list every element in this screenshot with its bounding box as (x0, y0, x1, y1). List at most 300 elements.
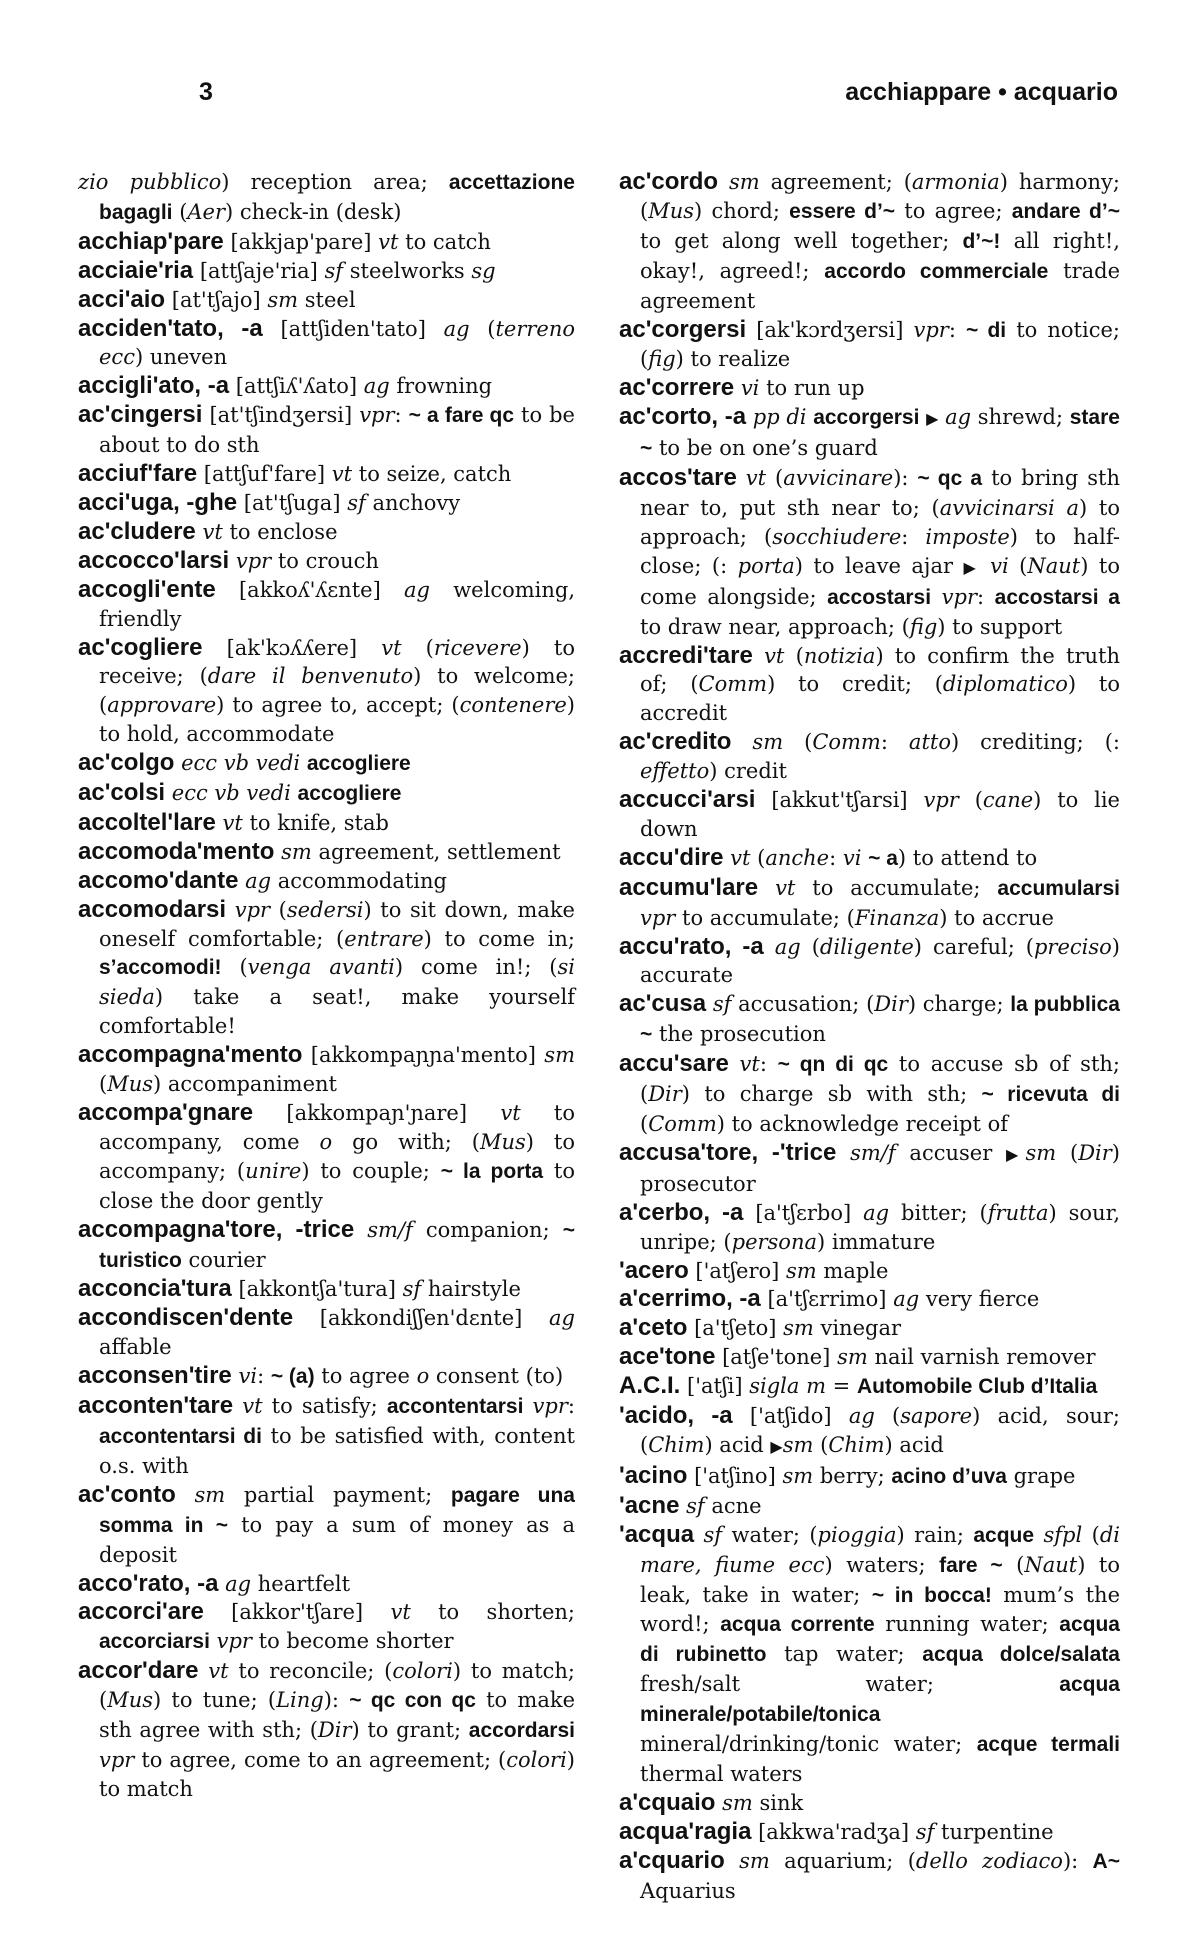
bold-phrase: accorciarsi (99, 1630, 210, 1654)
definition-text (176, 1483, 195, 1507)
italic-label: Dir (317, 1718, 352, 1743)
italic-label: vpr (941, 584, 978, 609)
italic-label: vt (331, 462, 353, 487)
italic-label: ag (945, 405, 972, 430)
italic-label: Dir (648, 1082, 682, 1107)
italic-label: imposte (925, 524, 1010, 549)
dictionary-entry (619, 1314, 1120, 1343)
headword: acci'aio (78, 285, 166, 313)
definition-text: to satisfy; (262, 1394, 387, 1419)
bold-phrase: essere d’~ (789, 199, 896, 223)
definition-text: ) to leave ajar (794, 553, 964, 578)
headword: accomo'dante (78, 866, 239, 894)
dictionary-entry (619, 1492, 1120, 1521)
definition-text: bitter; ( (889, 1200, 988, 1225)
italic-label: pp di (752, 405, 807, 430)
headword: accu'sare (619, 1050, 729, 1078)
italic-label: pioggia (817, 1522, 897, 1547)
italic-label: Naut (1024, 1552, 1078, 1577)
dictionary-entry (78, 749, 575, 779)
arrow-marker: ▶ (963, 557, 980, 577)
definition-text: berry; (813, 1463, 892, 1488)
bold-phrase: accostarsi (827, 585, 932, 609)
headword: 'acero (619, 1256, 689, 1284)
bold-phrase: s’accomodi! (99, 956, 222, 980)
italic-label: di mare, fiume ecc (640, 1522, 1120, 1577)
italic-label: ricevere (433, 635, 522, 660)
bold-phrase: andare d’~ (1011, 199, 1120, 223)
italic-label: vpr (99, 1747, 135, 1772)
definition-text: [a'tʃeto] (687, 1316, 784, 1341)
headword: accu'dire (619, 843, 724, 871)
dictionary-entry (78, 228, 575, 257)
definition-text: ) to agree to, accept; ( (216, 693, 460, 718)
italic-label: sf (347, 490, 366, 515)
headword: accu'rato, -a (619, 932, 764, 960)
definition-text: to close the door gently (99, 1158, 575, 1213)
definition-text: ['atʃido] (732, 1404, 849, 1429)
definition-text: hairstyle (421, 1277, 521, 1302)
italic-label: sm (728, 170, 760, 194)
definition-text: running water; (874, 1612, 1060, 1637)
dictionary-entry (78, 867, 575, 896)
definition-text (694, 1523, 703, 1547)
italic-label: ag (863, 1200, 890, 1225)
dictionary-entry (78, 779, 575, 809)
definition-text: ) charge; (907, 992, 1011, 1017)
bold-phrase: Automobile Club d’Italia (856, 1375, 1098, 1399)
definition-text: to be satisfied with, content o.s. with (99, 1423, 575, 1478)
definition-text: [attʃuf'fare] (197, 462, 332, 487)
headword: accomodarsi (78, 895, 227, 923)
dictionary-entry (78, 1362, 575, 1392)
headword: acconcia'tura (78, 1275, 232, 1303)
definition-text: [akkompaɲ'ɲare] (253, 1101, 501, 1125)
italic-label: Mus (107, 1072, 154, 1097)
headword: accocco'larsi (78, 546, 230, 574)
italic-label: armonia (911, 170, 1000, 194)
definition-text: ) to support (937, 614, 1063, 639)
definition-text: ) to lie down (640, 788, 1120, 841)
definition-text (229, 549, 236, 573)
italic-label: Mus (479, 1129, 526, 1154)
definition-text: ) harmony; ( (640, 170, 1120, 223)
bold-phrase: acqua dolce/salata (922, 1643, 1120, 1667)
definition-text: mum’s the word!; (640, 1582, 1120, 1637)
italic-label: vt (208, 1659, 229, 1684)
definition-text: ( (99, 1072, 108, 1097)
definition-text: Aquarius (640, 1878, 736, 1903)
dictionary-entry (78, 257, 575, 286)
definition-text: to draw near, approach; ( (640, 614, 910, 639)
definition-text: ) chord; (694, 198, 790, 223)
headword: accusa'tore, -'trice (619, 1138, 837, 1166)
definition-text: ) to attend to (897, 845, 1038, 870)
definition-text: steel (298, 287, 356, 312)
italic-label: sg (471, 258, 496, 283)
headword: accogli'ente (78, 575, 216, 603)
definition-text: : (901, 524, 926, 549)
definition-text: ) to come alongside; (640, 553, 1120, 609)
definition-text: [at'tʃuga] (237, 490, 348, 515)
definition-text: accuser (895, 1140, 1007, 1165)
dictionary-entry (78, 1481, 575, 1570)
definition-text: water; ( (722, 1522, 818, 1547)
definition-text: the prosecution (652, 1022, 826, 1047)
italic-label: o (416, 1364, 430, 1389)
headword: acqua'ragia (619, 1817, 752, 1845)
italic-label: vt (381, 635, 402, 660)
definition-text: ) acid (704, 1432, 771, 1457)
definition-text: to run up (759, 376, 865, 401)
italic-label: zio pubblico (78, 170, 222, 194)
italic-label: vpr (359, 403, 395, 428)
dictionary-entry (619, 1372, 1120, 1402)
definition-text: ) accompaniment (153, 1072, 337, 1097)
italic-label: vi (842, 845, 862, 870)
bold-phrase: ~ qc con qc (349, 1689, 476, 1713)
bold-phrase: acqua di rubinetto (640, 1613, 1120, 1667)
definition-text: ) to credit; ( (767, 672, 943, 697)
italic-label: vt (202, 519, 223, 544)
headword: accondiscen'dente (78, 1304, 294, 1332)
dictionary-entry (78, 576, 575, 634)
headword: accor'dare (78, 1657, 199, 1685)
dictionary-entry (78, 809, 575, 838)
dictionary-entry (78, 1099, 575, 1216)
dictionary-entry (619, 990, 1120, 1050)
definition-text: affable (99, 1335, 172, 1360)
italic-label: ecc vb vedi (171, 781, 291, 806)
italic-label: sm (267, 287, 299, 312)
italic-label: sm (752, 730, 784, 755)
dictionary-entry (78, 1657, 575, 1804)
definition-text: ) waters; (824, 1552, 940, 1577)
italic-label: colori (506, 1747, 567, 1772)
dictionary-entry (78, 1041, 575, 1099)
definition-text: to crouch (271, 548, 379, 573)
italic-label: Comm (698, 672, 768, 697)
definition-text: [ak'kɔrdʒersi] (746, 317, 914, 342)
headword: 'acido, -a (619, 1402, 733, 1430)
dictionary-entry (78, 547, 575, 576)
italic-label: fig (648, 347, 676, 372)
italic-label: sedersi (286, 897, 364, 922)
definition-text: to pay a sum of money as a deposit (99, 1512, 575, 1567)
dictionary-entry (619, 728, 1120, 786)
italic-label: sm (281, 839, 312, 864)
definition-text: to be on one’s guard (652, 436, 878, 461)
bold-phrase: ~ qc a (917, 467, 983, 491)
headword: a'cerbo, -a (619, 1198, 744, 1226)
definition-text (226, 898, 235, 922)
definition-text: ( (640, 1112, 649, 1136)
bold-phrase: acqua corrente (720, 1613, 875, 1637)
definition-text (729, 1052, 740, 1076)
definition-text: ) credit (709, 759, 787, 784)
definition-text: fresh/salt water; (640, 1672, 1060, 1697)
definition-text: ) to couple; (301, 1158, 441, 1183)
definition-text: to be about to do sth (99, 403, 575, 458)
definition-text: = (826, 1374, 857, 1399)
italic-label: sf (703, 1522, 723, 1547)
italic-label: Mus (648, 198, 695, 223)
dictionary-entry (619, 316, 1120, 375)
definition-text: ) to accrue (939, 905, 1054, 930)
dictionary-entry (78, 896, 575, 1042)
definition-text: to make sth agree with sth; ( (99, 1688, 575, 1743)
definition-text: aquarium; ( (769, 1848, 916, 1873)
dictionary-entry (619, 1402, 1120, 1462)
italic-label: Finanza (854, 905, 940, 930)
dictionary-entry (78, 401, 575, 460)
definition-text: to enclose (222, 519, 338, 544)
headword: a'ceto (619, 1314, 688, 1342)
bold-phrase: accorgersi (813, 406, 920, 430)
headword: ac'cingersi (78, 401, 203, 429)
headword: accomoda'mento (78, 837, 275, 865)
headword: ac'colsi (78, 779, 166, 807)
italic-label: diplomatico (942, 672, 1068, 697)
bold-phrase: accogliere (306, 752, 411, 776)
italic-label: Dir (874, 992, 908, 1017)
dictionary-entry (619, 933, 1120, 991)
dictionary-entry (619, 1285, 1120, 1314)
definition-text: shrewd; (971, 405, 1070, 430)
dictionary-entry (78, 1304, 575, 1362)
italic-label: effetto (640, 759, 710, 784)
definition-text: ( (958, 788, 983, 813)
definition-text: sink (752, 1790, 804, 1815)
dictionary-entry (78, 489, 575, 518)
dictionary-entry (78, 460, 575, 489)
italic-label: ecc vb vedi (181, 751, 301, 776)
headword: accompagna'mento (78, 1041, 303, 1069)
headword: 'acne (619, 1491, 680, 1519)
definition-text: ( (766, 466, 784, 491)
definition-text: ( (800, 934, 820, 959)
definition-text: ( (270, 897, 287, 922)
headword: accos'tare (619, 464, 737, 492)
italic-label: entrare (344, 926, 424, 951)
definition-text: ) to charge sb with sth; (681, 1082, 982, 1107)
italic-label: vi (238, 1364, 258, 1389)
dictionary-entry (619, 1818, 1120, 1847)
definition-text: go with; ( (332, 1129, 480, 1154)
definition-text: nail varnish remover (867, 1345, 1096, 1370)
definition-text: ) rain; (896, 1522, 974, 1547)
definition-text: ) uneven (134, 345, 228, 370)
italic-label: notizia (803, 643, 876, 668)
headword: a'cquario (619, 1846, 725, 1874)
definition-text: [akkontʃa'tura] (231, 1277, 403, 1302)
definition-text: : (257, 1364, 271, 1389)
definition-text: ): (323, 1688, 350, 1713)
definition-text: to bring sth near to, put sth near to; ( (640, 466, 1120, 520)
italic-label: vpr (913, 317, 949, 342)
italic-label: Mus (107, 1688, 154, 1713)
definition-text: ['atʃi] (680, 1374, 750, 1399)
definition-text: to accumulate; ( (675, 905, 855, 930)
italic-label: sm (782, 1463, 814, 1488)
italic-label: vt (775, 875, 796, 900)
definition-text (836, 1141, 850, 1165)
definition-text: mineral/drinking/tonic water; (640, 1732, 977, 1757)
italic-label: ag (404, 577, 430, 602)
italic-label: ag (774, 934, 801, 959)
definition-text: to reconcile; ( (228, 1659, 393, 1684)
definition-text: ) to leak, take in water; (640, 1552, 1121, 1607)
italic-label: atto (908, 730, 951, 755)
headword: ac'correre (619, 374, 735, 402)
headword: acconten'tare (78, 1392, 234, 1420)
definition-text: to get along well together; (640, 228, 963, 253)
dictionary-entry (78, 1570, 575, 1599)
definition-text: ) sour, unripe; ( (640, 1200, 1120, 1254)
definition-text: accommodating (271, 868, 447, 893)
definition-text (931, 585, 942, 609)
definition-text: very fierce (919, 1287, 1040, 1312)
dictionary-entry (619, 1343, 1120, 1372)
italic-label: anche (765, 845, 830, 870)
definition-text: : (394, 403, 409, 428)
headword: accoltel'lare (78, 808, 216, 836)
definition-text: ) to sit down, make oneself comfortable; ( (99, 897, 575, 951)
definition-text: [akkoʎ'ʎɛnte] (215, 577, 404, 602)
italic-label: colori (392, 1659, 453, 1684)
italic-label: approvare (107, 693, 217, 718)
dictionary-entry (619, 642, 1120, 729)
definition-text: ) come in!; ( (394, 955, 558, 980)
italic-label: vpr (923, 788, 959, 813)
dictionary-entry (619, 1789, 1120, 1818)
headword: ac'cusa (619, 990, 707, 1018)
italic-label: vpr (640, 905, 676, 930)
definition-text: [akkwa'radʒa] (751, 1819, 916, 1844)
definition-text: ( (1056, 1140, 1079, 1165)
definition-text: to agree, come to an agreement; ( (134, 1747, 507, 1772)
definition-text: to accumulate; (795, 875, 998, 900)
italic-label: diligente (819, 934, 914, 959)
definition-text: ) to come in; (423, 926, 575, 951)
bold-phrase: fare ~ (939, 1553, 1003, 1577)
dictionary-entry (619, 464, 1120, 641)
definition-text: ) to grant; (351, 1718, 469, 1743)
bold-phrase: acque (973, 1523, 1035, 1547)
definition-text: agreement; ( (759, 170, 912, 194)
italic-label: Ling (276, 1688, 324, 1713)
definition-text: ( (1002, 1552, 1025, 1577)
dictionary-entry (78, 372, 575, 401)
definition-text: ( (1008, 553, 1028, 578)
bold-phrase: ~ in bocca! (871, 1583, 992, 1607)
italic-label: vt (730, 845, 751, 870)
definition-text: all right!, okay!, agreed!; (640, 228, 1120, 283)
definition-text: [akkor'tʃare] (203, 1600, 391, 1625)
italic-label: Comm (648, 1112, 717, 1136)
italic-label: vt (739, 1052, 760, 1077)
dictionary-entry (619, 1847, 1120, 1906)
italic-label: ag (893, 1287, 920, 1312)
headword: accredi'tare (619, 641, 753, 669)
italic-label: sm (783, 1316, 814, 1341)
definition-text: ) to accredit (640, 672, 1120, 726)
bold-phrase: acino d’uva (891, 1464, 1007, 1488)
definition-text: ( (469, 316, 496, 341)
definition-text: ( (221, 955, 248, 980)
definition-text: trade agreement (640, 258, 1121, 313)
dictionary-entry (619, 168, 1120, 316)
definition-text: ) take a seat!, make yourself comfortable! (99, 985, 575, 1039)
dictionary-entry (78, 1598, 575, 1657)
definition-text: [a'tʃɛrrimo] (760, 1287, 894, 1312)
definition-text: [a'tʃɛrbo] (743, 1200, 864, 1225)
headword: accigli'ato, -a (78, 372, 230, 400)
italic-label: vpr (532, 1394, 568, 1419)
dictionary-entry (78, 1392, 575, 1481)
italic-label: sm (1025, 1140, 1057, 1165)
headword: ac'conto (78, 1480, 176, 1508)
italic-label: vi (990, 553, 1009, 578)
italic-label: sf (915, 1819, 935, 1844)
definition-text (291, 781, 298, 805)
definition-text: ) to welcome; ( (99, 664, 575, 718)
definition-text: ): (1062, 1848, 1093, 1873)
definition-text: ) to tune; ( (153, 1688, 277, 1713)
dictionary-entry (619, 1462, 1120, 1492)
definition-text (753, 644, 764, 668)
bold-phrase: ~ turistico (99, 1218, 575, 1272)
italic-label: avvicinarsi a (939, 495, 1079, 520)
definition-text: welcoming, friendly (99, 577, 575, 631)
headword: a'cquaio (619, 1788, 716, 1816)
headword: accorci'are (78, 1598, 204, 1626)
italic-label: avvicinare (783, 466, 894, 491)
definition-text (706, 992, 713, 1016)
definition-text (734, 376, 741, 400)
dictionary-entry (78, 168, 575, 228)
definition-text (758, 876, 775, 900)
italic-label: sm (194, 1482, 226, 1507)
page-header (0, 78, 1200, 118)
definition-text (725, 1849, 739, 1873)
headword: acciuf'fare (78, 460, 198, 488)
dictionary-entry (619, 1257, 1120, 1286)
definition-text (980, 554, 990, 578)
headword: acchiap'pare (78, 227, 224, 255)
definition-text: turpentine (934, 1819, 1054, 1844)
italic-label: persona (731, 1229, 817, 1254)
italic-label: vpr (234, 897, 271, 922)
bold-phrase: accostarsi a (994, 585, 1120, 609)
headword: 'acino (619, 1461, 688, 1489)
dictionary-entry (619, 374, 1120, 403)
definition-text: agreement, settlement (311, 839, 561, 864)
bold-phrase: ~ di (965, 318, 1007, 342)
definition-text: ) to hold, accommodate (99, 693, 575, 747)
bold-phrase: ~ (a) (270, 1365, 315, 1389)
italic-label: Chim (648, 1432, 705, 1457)
definition-text: ( (783, 730, 813, 755)
bold-phrase: d’~! (962, 229, 1001, 253)
italic-label: preciso (1033, 934, 1112, 959)
italic-label: ag (549, 1306, 575, 1331)
definition-text: ['atʃero] (688, 1258, 787, 1283)
headword: acciaie'ria (78, 256, 194, 284)
definition-text: ) reception area; (221, 170, 449, 194)
definition-text: to agree; (895, 198, 1012, 223)
bold-phrase: accontentarsi di (99, 1424, 262, 1448)
